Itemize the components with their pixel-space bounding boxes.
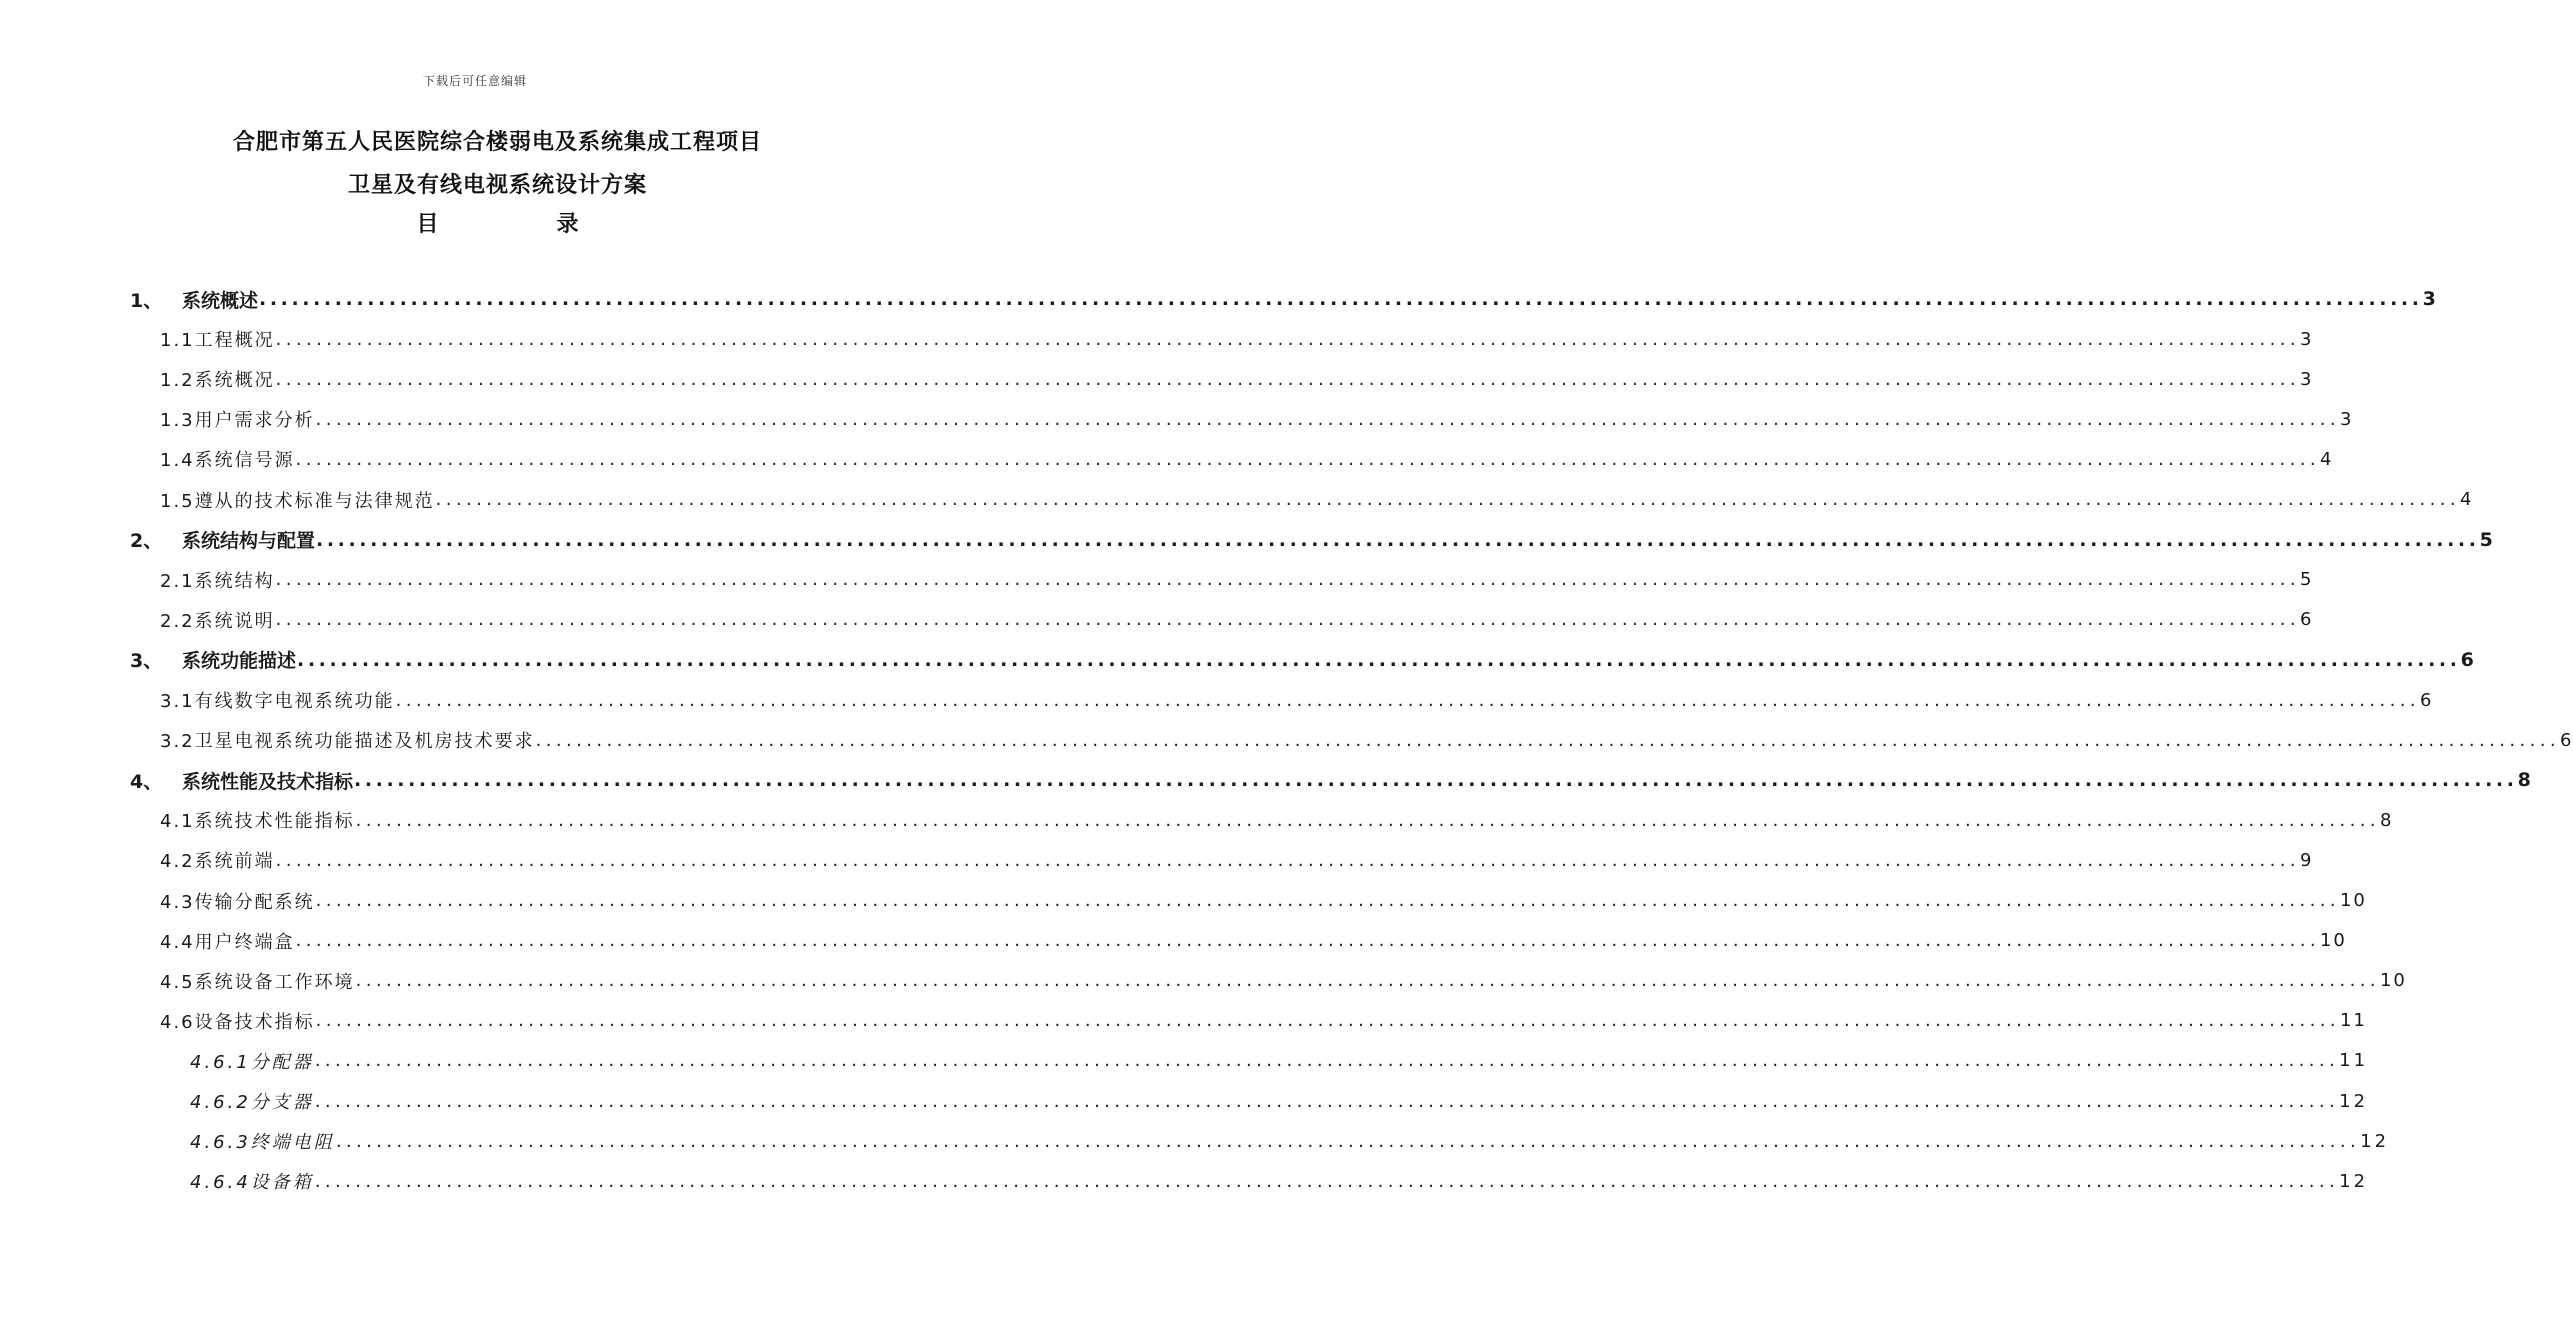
toc-leader-dots: ........................................................................................................................................................................................................ [316, 528, 2480, 551]
toc-entry[interactable] [130, 281, 2436, 317]
toc-entry-title: 1.5遵从的技术标准与法律规范 [160, 487, 435, 513]
toc-leader-dots: ........................................................................................................................................................................................................ [354, 769, 2518, 792]
toc-leader-dots: ........................................................................................................................................................................................................ [275, 368, 2300, 390]
toc-entry-page: 5 [2479, 528, 2493, 551]
toc-entry[interactable] [130, 642, 2474, 678]
toc-entry-number: 2、 [130, 526, 182, 553]
toc-entry-page: 10 [2319, 930, 2347, 952]
toc-entry-number: 3、 [130, 646, 182, 673]
toc-entry-title: 1.4系统信号源 [160, 446, 295, 472]
toc-entry-title: 4.4用户终端盒 [160, 928, 295, 954]
toc-heading-left: 目 [416, 212, 439, 237]
document-title: 合肥市第五人民医院综合楼弱电及系统集成工程项目 [232, 130, 762, 155]
toc-entry[interactable] [160, 682, 2434, 718]
toc-entry-title: 系统概述 [182, 286, 258, 313]
toc-entry-page: 4 [2459, 489, 2474, 510]
toc-entry-page: 10 [2339, 890, 2367, 911]
toc-entry-page: 11 [2339, 1050, 2369, 1072]
toc-leader-dots: ........................................................................................................................................................................................................ [295, 448, 2320, 470]
toc-entry-page: 5 [2299, 569, 2314, 591]
toc-leader-dots: ........................................................................................................................................................................................................ [275, 609, 2300, 631]
toc-entry-title: 4.6.1分配器 [190, 1048, 314, 1074]
header-note: 下载后可任意编辑 [422, 74, 527, 88]
toc-heading-right: 录 [556, 212, 579, 237]
toc-entry-title: 1.3用户需求分析 [160, 406, 315, 432]
toc-entry-title: 1.2系统概况 [160, 366, 275, 392]
toc-leader-dots: ........................................................................................................................................................................................................ [315, 1010, 2340, 1032]
toc-entry-title: 3.2卫星电视系统功能描述及机房技术要求 [160, 727, 535, 753]
toc-leader-dots: ........................................................................................................................................................................................................ [297, 648, 2461, 671]
toc-entry[interactable] [160, 923, 2347, 959]
toc-entry-title: 2.1系统结构 [160, 567, 275, 593]
toc-entry-title: 系统功能描述 [182, 646, 296, 673]
toc-entry-title: 4.6.4设备箱 [190, 1168, 314, 1194]
toc-entry-page: 3 [2299, 368, 2314, 390]
toc-entry-title: 3.1有线数字电视系统功能 [160, 687, 395, 713]
toc-heading [0, 207, 995, 238]
toc-entry[interactable] [160, 842, 2314, 878]
toc-leader-dots: ........................................................................................................................................................................................................ [355, 970, 2380, 992]
toc-leader-dots: ........................................................................................................................................................................................................ [435, 489, 2460, 510]
toc-entry[interactable] [160, 883, 2367, 919]
toc-leader-dots: ........................................................................................................................................................................................................ [315, 890, 2340, 911]
toc-leader-dots: ........................................................................................................................................................................................................ [259, 288, 2423, 310]
toc-entry-page: 6 [2559, 729, 2573, 751]
toc-entry-title: 4.3传输分配系统 [160, 888, 315, 914]
toc-entry-page: 6 [2460, 648, 2474, 671]
toc-entry-page: 6 [2299, 609, 2314, 631]
toc-entry-title: 1.1工程概况 [160, 326, 275, 352]
toc-entry-page: 9 [2299, 849, 2314, 871]
toc-entry[interactable] [160, 321, 2314, 357]
toc-entry-page: 4 [2319, 448, 2334, 470]
toc-entry[interactable] [190, 1163, 2369, 1199]
toc-entry[interactable] [160, 482, 2474, 518]
toc-leader-dots: ........................................................................................................................................................................................................ [314, 1050, 2340, 1072]
toc-entry-title: 4.2系统前端 [160, 847, 275, 873]
toc-leader-dots: ........................................................................................................................................................................................................ [315, 408, 2340, 430]
toc-entry-page: 3 [2339, 408, 2354, 430]
toc-leader-dots: ........................................................................................................................................................................................................ [275, 849, 2300, 871]
toc-leader-dots: ........................................................................................................................................................................................................ [355, 809, 2380, 831]
toc-entry[interactable] [190, 1083, 2369, 1119]
document-subtitle: 卫星及有线电视系统设计方案 [347, 173, 647, 198]
toc-leader-dots: ........................................................................................................................................................................................................ [314, 1090, 2340, 1112]
toc-entry-title: 系统结构与配置 [182, 526, 315, 553]
toc-entry[interactable] [160, 722, 2573, 758]
toc-entry-page: 10 [2379, 970, 2407, 992]
toc-entry[interactable] [130, 522, 2493, 558]
toc-entry-title: 4.5系统设备工作环境 [160, 968, 355, 994]
toc-entry[interactable] [160, 963, 2407, 999]
toc-leader-dots: ........................................................................................................................................................................................................ [295, 930, 2320, 952]
toc-leader-dots: ........................................................................................................................................................................................................ [314, 1170, 2340, 1192]
toc-entry[interactable] [160, 441, 2334, 477]
toc-entry-title: 2.2系统说明 [160, 607, 275, 633]
toc-entry[interactable] [130, 762, 2531, 798]
toc-entry[interactable] [160, 1003, 2367, 1039]
toc-entry[interactable] [160, 562, 2314, 598]
toc-entry-page: 8 [2517, 769, 2531, 792]
toc-entry-title: 4.6设备技术指标 [160, 1008, 315, 1034]
toc-entry[interactable] [190, 1043, 2369, 1079]
toc-entry-number: 1、 [130, 286, 182, 313]
toc-entry[interactable] [160, 802, 2394, 838]
toc-entry-number: 4、 [130, 767, 182, 794]
toc-leader-dots: ........................................................................................................................................................................................................ [395, 689, 2420, 711]
toc-entry-title: 系统性能及技术指标 [182, 767, 353, 794]
toc-leader-dots: ........................................................................................................................................................................................................ [275, 569, 2300, 591]
toc-entry-page: 12 [2360, 1130, 2390, 1152]
toc-entry-page: 11 [2339, 1010, 2367, 1032]
toc-leader-dots: ........................................................................................................................................................................................................ [275, 328, 2300, 350]
toc-entry-page: 3 [2299, 328, 2314, 350]
toc-entry-title: 4.1系统技术性能指标 [160, 807, 355, 833]
toc-entry-title: 4.6.2分支器 [190, 1088, 314, 1114]
toc-entry[interactable] [160, 361, 2314, 397]
toc-entry-page: 12 [2339, 1170, 2369, 1192]
toc-entry-page: 6 [2419, 689, 2434, 711]
toc-entry[interactable] [190, 1123, 2390, 1159]
toc-entry-page: 8 [2379, 809, 2394, 831]
toc-entry[interactable] [160, 602, 2314, 638]
toc-entry-page: 12 [2339, 1090, 2369, 1112]
toc-entry-title: 4.6.3终端电阻 [190, 1128, 335, 1154]
toc-entry[interactable] [160, 401, 2354, 437]
toc-leader-dots: ........................................................................................................................................................................................................ [535, 729, 2560, 751]
toc-leader-dots: ........................................................................................................................................................................................................ [335, 1130, 2361, 1152]
toc-entry-page: 3 [2422, 288, 2436, 310]
